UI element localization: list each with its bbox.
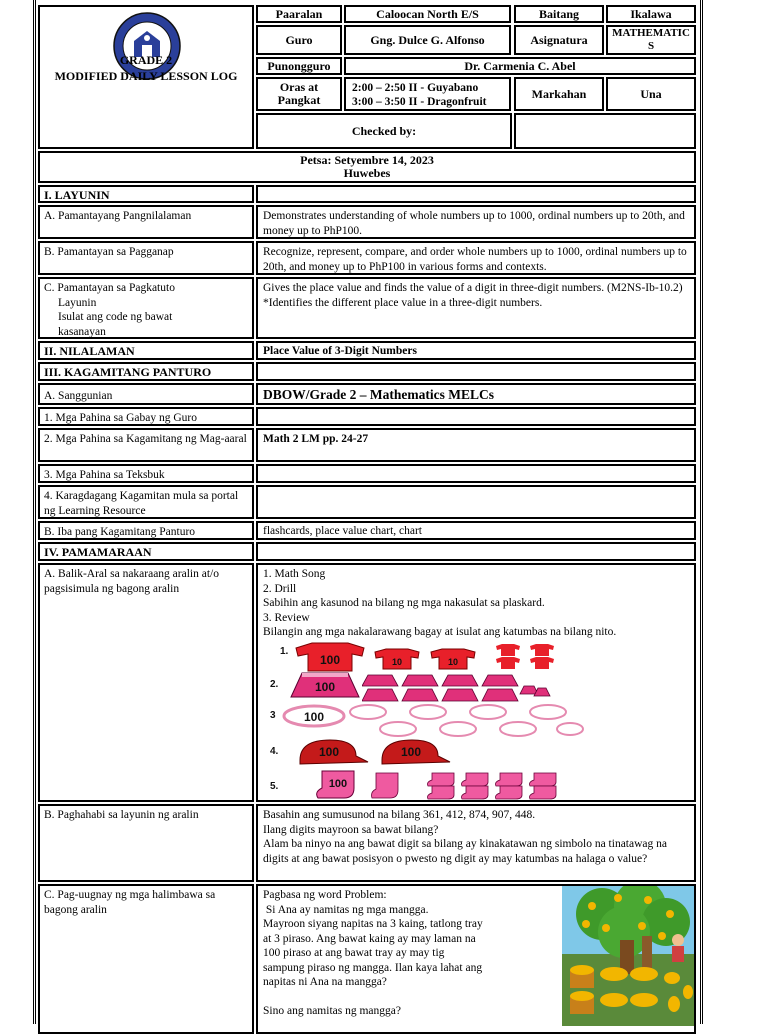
cap-value: 100 — [318, 745, 340, 759]
nilalaman-value: Place Value of 3-Digit Numbers — [256, 341, 696, 360]
balik-aral-line-5: Bilangin ang mga nakalarawang bagay at isulat ang katumbas na bilang nito. — [263, 626, 617, 638]
shirt-icon — [494, 657, 522, 669]
grade-label: GRADE 2 — [119, 53, 173, 67]
coin-value: 100 — [303, 710, 325, 724]
oras-line-2: 3:00 – 3:50 II - Dragonfruit — [352, 96, 487, 108]
pamantayan-pagganap-value: Recognize, represent, compare, and order whole numbers up to 1000, ordinal numbers up to 20th, and money up to PhP100 in various forms and contexts. — [256, 241, 696, 275]
paghahabi-line-2: Ilang digits mayroon sa bawat bilang? — [263, 823, 439, 836]
shirt-value: 100 — [319, 653, 341, 667]
sanggunian-value: DBOW/Grade 2 – Mathematics MELCs — [256, 383, 696, 405]
oras-line-1: 2:00 – 2:50 II - Guyabano — [352, 82, 479, 94]
pagkatuto-line-4: kasanayan — [58, 325, 106, 338]
markahan-value: Una — [606, 77, 696, 111]
sock-value: 100 — [328, 778, 348, 790]
skirt-value: 100 — [314, 680, 336, 694]
guro-label: Guro — [256, 25, 342, 55]
pamamaraan-heading-value — [256, 542, 696, 561]
learning-resource-label: 4. Karagdagang Kagamitan mula sa portal ng Learning Resource — [38, 485, 254, 519]
pag-uugnay-value — [256, 884, 696, 1034]
paghahabi-label: B. Paghahabi sa layunin ng aralin — [38, 804, 254, 882]
shirt-icon — [494, 644, 522, 656]
teksbuk-value — [256, 464, 696, 483]
petsa-day: Huwebes — [343, 166, 391, 180]
counting-figure — [266, 642, 586, 800]
shirt-value: 10 — [391, 657, 402, 667]
pamantayan-pagkatuto-label — [38, 277, 254, 339]
oras-value — [344, 77, 511, 111]
shirt-icon — [528, 657, 556, 669]
pamantayan-pagkatuto-value — [256, 277, 696, 339]
pamantayang-pangnilalaman-label: A. Pamantayang Pangnilalaman — [38, 205, 254, 239]
pag-uugnay-line-4: at 3 piraso. Ang bawat kaing ay may laman na — [263, 932, 476, 945]
punongguro-label: Punongguro — [256, 57, 342, 75]
balik-aral-line-1: 1. Math Song — [263, 568, 326, 580]
balik-aral-line-4: 3. Review — [263, 611, 310, 624]
pagkatuto-line-1: C. Pamantayan sa Pagkatuto — [44, 282, 175, 294]
checked-by-value — [514, 113, 696, 149]
pagkatuto-line-2: Layunin — [58, 296, 97, 309]
mango-tree-image — [562, 884, 696, 1026]
petsa-date: Petsa: Setyembre 14, 2023 — [300, 153, 434, 167]
asignatura-label: Asignatura — [514, 25, 604, 55]
pag-uugnay-line-6: sampung piraso ng mangga. Ilan kaya lahat ang — [263, 961, 483, 974]
row-number-4: 4. — [270, 746, 279, 757]
kagamitan-heading-value — [256, 362, 696, 381]
pamantayan-pagganap-label: B. Pamantayan sa Pagganap — [38, 241, 254, 275]
paghahabi-value — [256, 804, 696, 882]
paghahabi-line-1: Basahin ang sumusunod na bilang 361, 412, 874, 907, 448. — [263, 809, 536, 821]
asignatura-value: MATHEMATIC S — [606, 25, 696, 55]
pamantayang-pangnilalaman-value: Demonstrates understanding of whole numbers up to 1000, ordinal numbers up to 20th, and money up to PhP100. — [256, 205, 696, 239]
layunin-heading: I. LAYUNIN — [38, 185, 254, 203]
balik-aral-label: A. Balik-Aral sa nakaraang aralin at/o pagsisimula ng bagong aralin — [38, 563, 254, 802]
iba-kagamitan-label: B. Iba pang Kagamitang Panturo — [38, 521, 254, 540]
balik-aral-line-3: Sabihin ang kasunod na bilang ng mga nakasulat sa plaskard. — [263, 597, 545, 609]
paaralan-label: Paaralan — [256, 5, 342, 23]
kagamitang-mag-aaral-value: Math 2 LM pp. 24-27 — [256, 428, 696, 462]
oras-label: Oras at Pangkat — [256, 77, 342, 111]
pagkatuto-value-1: Gives the place value and finds the value of a digit in three-digit numbers. (M2NS-Ib-10.2) — [263, 282, 683, 294]
kagamitan-heading: III. KAGAMITANG PANTURO — [38, 362, 254, 381]
iba-kagamitan-value: flashcards, place value chart, chart — [256, 521, 696, 540]
guro-value: Gng. Dulce G. Alfonso — [344, 25, 511, 55]
petsa-cell — [38, 151, 696, 183]
gabay-guro-value — [256, 407, 696, 426]
baitang-label: Baitang — [514, 5, 604, 23]
pag-uugnay-line-2: Si Ana ay namitas ng mga mangga. — [263, 903, 429, 916]
pag-uugnay-line-3: Mayroon siyang napitas na 3 kaing, tatlong tray — [263, 918, 483, 930]
header-title-cell — [38, 5, 254, 149]
cap-value: 100 — [400, 745, 422, 759]
learning-resource-value — [256, 485, 696, 519]
checked-by-label: Checked by: — [256, 113, 512, 149]
coin-icon — [346, 702, 586, 738]
markahan-label: Markahan — [514, 77, 604, 111]
paaralan-value: Caloocan North E/S — [344, 5, 511, 23]
sanggunian-label: A. Sanggunian — [38, 383, 254, 405]
pag-uugnay-label: C. Pag-uugnay ng mga halimbawa sa bagong aralin — [38, 884, 254, 1034]
punongguro-value: Dr. Carmenia C. Abel — [344, 57, 696, 75]
teksbuk-label: 3. Mga Pahina sa Teksbuk — [38, 464, 254, 483]
document-title: MODIFIED DAILY LESSON LOG — [54, 69, 238, 83]
shirt-value: 10 — [447, 657, 458, 667]
skirt-icon — [362, 674, 552, 702]
row-number-3: 3 — [270, 710, 276, 721]
pamamaraan-heading: IV. PAMAMARAAN — [38, 542, 254, 561]
pag-uugnay-line-7: napitas ni Ana na mangga? — [263, 976, 387, 988]
nilalaman-heading: II. NILALAMAN — [38, 341, 254, 360]
row-number-1: 1. — [280, 646, 289, 657]
pag-uugnay-line-1: Pagbasa ng word Problem: — [263, 889, 387, 901]
row-number-2: 2. — [270, 679, 279, 690]
row-number-5: 5. — [270, 781, 279, 792]
pagkatuto-value-2: *Identifies the different place value in a three-digit numbers. — [263, 296, 543, 309]
pag-uugnay-line-9: Sino ang namitas ng mangga? — [263, 1005, 401, 1017]
pag-uugnay-line-5: 100 piraso at ang bawat tray ay may tig — [263, 947, 445, 959]
layunin-heading-value — [256, 185, 696, 203]
sock-icon — [370, 772, 582, 800]
balik-aral-line-2: 2. Drill — [263, 582, 297, 595]
paghahabi-line-3: Alam ba ninyo na ang bawat digit sa bilang ay kinakatawan ng simbolo na tinatawag na digits at ang bawat posisyon o pwesto ng digit ay may katumbas na halaga o value? — [263, 838, 667, 865]
gabay-guro-label: 1. Mga Pahina sa Gabay ng Guro — [38, 407, 254, 426]
balik-aral-value — [256, 563, 696, 802]
shirt-icon — [528, 644, 556, 656]
baitang-value: Ikalawa — [606, 5, 696, 23]
kagamitang-mag-aaral-label: 2. Mga Pahina sa Kagamitang ng Mag-aaral — [38, 428, 254, 462]
pagkatuto-line-3: Isulat ang code ng bawat — [58, 311, 173, 323]
